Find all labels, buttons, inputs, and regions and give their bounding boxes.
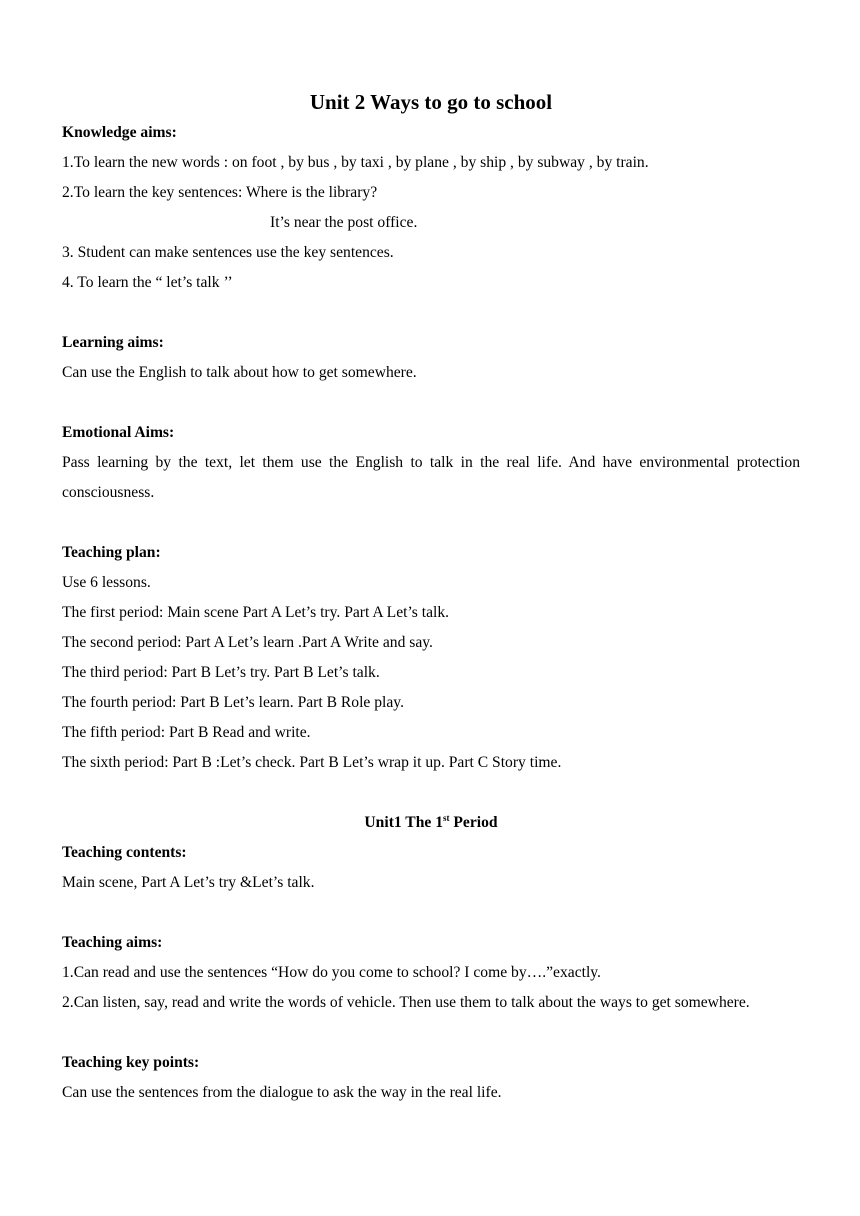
- period-title-prefix: Unit1 The 1: [364, 814, 443, 831]
- teaching-plan-item: The third period: Part B Let’s try. Part B Let’s talk.: [62, 664, 380, 681]
- teaching-key-points-text: Can use the sentences from the dialogue to ask the way in the real life.: [62, 1084, 502, 1101]
- document-page: [62, 86, 800, 1108]
- teaching-plan-item: The sixth period: Part B :Let’s check. Part B Let’s wrap it up. Part C Story time.: [62, 754, 562, 771]
- period-title: [62, 808, 800, 838]
- spacer: [62, 298, 800, 328]
- knowledge-aim-item: It’s near the post office.: [270, 214, 418, 231]
- document-title: Unit 2 Ways to go to school: [309, 90, 553, 114]
- knowledge-aim-item: 2.To learn the key sentences: Where is the library?: [62, 184, 378, 201]
- teaching-contents-heading: Teaching contents:: [62, 844, 187, 861]
- period-title-suffix: Period: [449, 814, 498, 831]
- spacer: [62, 898, 800, 928]
- teaching-plan-item: The first period: Main scene Part A Let’s try. Part A Let’s talk.: [62, 604, 450, 621]
- spacer: [62, 388, 800, 418]
- teaching-plan-item: The fifth period: Part B Read and write.: [62, 724, 311, 741]
- emotional-aims-heading: Emotional Aims:: [62, 424, 175, 441]
- teaching-aims-heading: Teaching aims:: [62, 934, 163, 951]
- period-title-superscript: st: [443, 813, 450, 823]
- teaching-contents-text: Main scene, Part A Let’s try &Let’s talk.: [62, 874, 315, 891]
- learning-aims-text: Can use the English to talk about how to get somewhere.: [62, 364, 417, 381]
- teaching-plan-heading: Teaching plan:: [62, 544, 161, 561]
- teaching-plan-item: The second period: Part A Let’s learn .Part A Write and say.: [62, 634, 433, 651]
- knowledge-aim-item: 4. To learn the “ let’s talk ’’: [62, 274, 233, 291]
- knowledge-aim-item: 3. Student can make sentences use the key sentences.: [62, 244, 394, 261]
- teaching-plan-item: Use 6 lessons.: [62, 574, 151, 591]
- teaching-key-points-heading: Teaching key points:: [62, 1054, 200, 1071]
- emotional-aims-text: Pass learning by the text, let them use the English to talk in the real life. And have environmental protection consciousness.: [62, 454, 800, 501]
- knowledge-aims-heading: Knowledge aims:: [62, 124, 177, 141]
- teaching-plan-item: The fourth period: Part B Let’s learn. Part B Role play.: [62, 694, 404, 711]
- teaching-aim-item: 2.Can listen, say, read and write the words of vehicle. Then use them to talk about the ways to get somewhere.: [62, 994, 750, 1011]
- spacer: [62, 778, 800, 808]
- knowledge-aim-item: 1.To learn the new words : on foot , by bus , by taxi , by plane , by ship , by subway , by train.: [62, 154, 649, 171]
- spacer: [62, 1018, 800, 1048]
- spacer: [62, 508, 800, 538]
- learning-aims-heading: Learning aims:: [62, 334, 164, 351]
- teaching-aim-item: 1.Can read and use the sentences “How do you come to school? I come by….”exactly.: [62, 964, 601, 981]
